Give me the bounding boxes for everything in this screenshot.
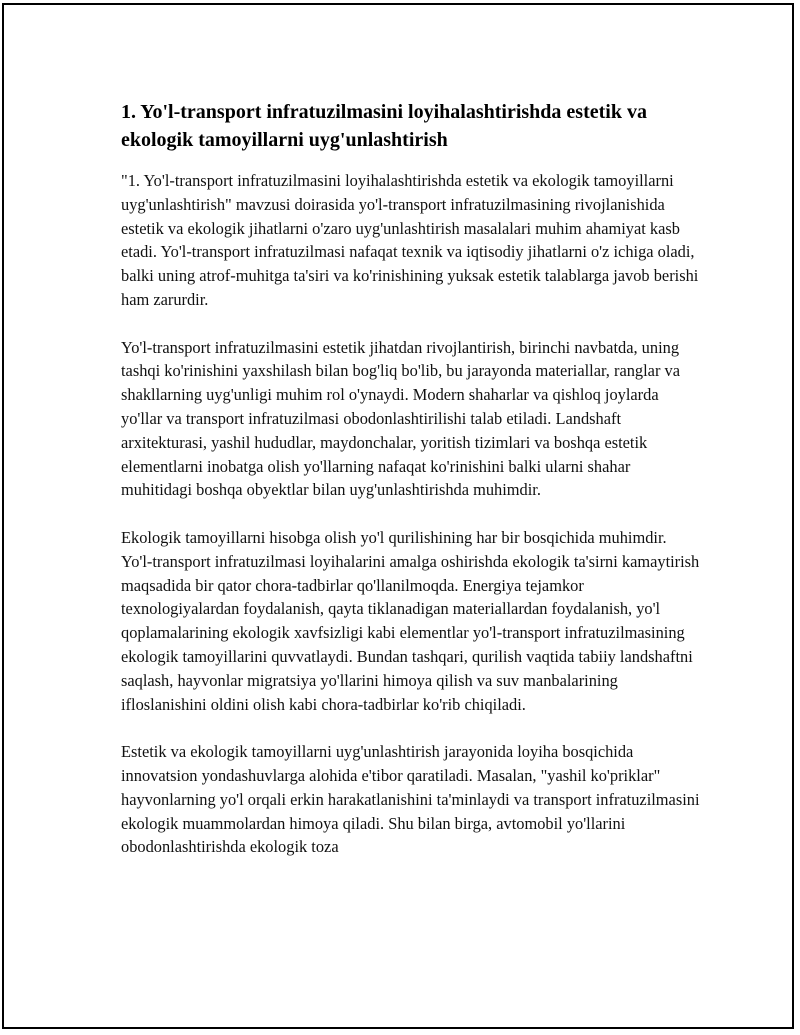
document-body bbox=[121, 98, 701, 883]
section-heading: 1. Yo'l-transport infratuzilmasini loyihalashtirishda estetik va ekologik tamoyillarni uyg'unlashtirish bbox=[121, 101, 647, 151]
paragraph-2: Yo'l-transport infratuzilmasini estetik jihatdan rivojlantirish, birinchi navbatda, uning tashqi ko'rinishini yaxshilash bilan bog'liq bo'lib, bu jarayonda materiallar, ranglar va shakllarning uyg'unligi muhim rol o'ynaydi. Modern shaharlar va qishloq joylarda yo'llar va transport infratuzilmasi obodonlashtirilishi talab etiladi. Landshaft arxitekturasi, yashil hududlar, maydonchalar, yoritish tizimlari va boshqa estetik elementlarni inobatga olish yo'llarning nafaqat ko'rinishini balki ularni shahar muhitidagi boshqa obyektlar bilan uyg'unlashtirishda muhimdir. bbox=[121, 337, 680, 500]
paragraph-3: Ekologik tamoyillarni hisobga olish yo'l qurilishining har bir bosqichida muhimdir. Yo'l-transport infratuzilmasi loyihalarini amalga oshirishda ekologik ta'sirni kamaytirish maqsadida bir qator chora-tadbirlar qo'llanilmoqda. Energiya tejamkor texnologiyalardan foydalanish, qayta tiklanadigan materiallardan foydalanish, yo'l qoplamalarining ekologik xavfsizligi kabi elementlar yo'l-transport infratuzilmasining ekologik tamoyillarini quvvatlaydi. Bundan tashqari, qurilish vaqtida tabiiy landshaftni saqlash, hayvonlar migratsiya yo'llarini himoya qilish va suv manbalarining ifloslanishini oldini olish kabi chora-tadbirlar ko'rib chiqiladi. bbox=[121, 527, 700, 714]
page-frame bbox=[2, 3, 794, 1029]
paragraph-4: Estetik va ekologik tamoyillarni uyg'unlashtirish jarayonida loyiha bosqichida innovatsion yondashuvlarga alohida e'tibor qaratiladi. Masalan, "yashil ko'priklar" hayvonlarning yo'l orqali erkin harakatlanishini ta'minlaydi va transport infratuzilmasini ekologik muammolardan himoya qiladi. Shu bilan birga, avtomobil yo'llarini obodonlashtirishda ekologik toza bbox=[121, 742, 700, 857]
paragraph-1: "1. Yo'l-transport infratuzilmasini loyihalashtirishda estetik va ekologik tamoyillarni uyg'unlashtirish" mavzusi doirasida yo'l-transport infratuzilmasining rivojlanishida estetik va ekologik jihatlarni o'zaro uyg'unlashtirish masalalari muhim ahamiyat kasb etadi. Yo'l-transport infratuzilmasi nafaqat texnik va iqtisodiy jihatlarni o'z ichiga oladi, balki uning atrof-muhitga ta'siri va ko'rinishining yuksak estetik talablarga javob berishi ham zarurdir. bbox=[121, 171, 699, 309]
